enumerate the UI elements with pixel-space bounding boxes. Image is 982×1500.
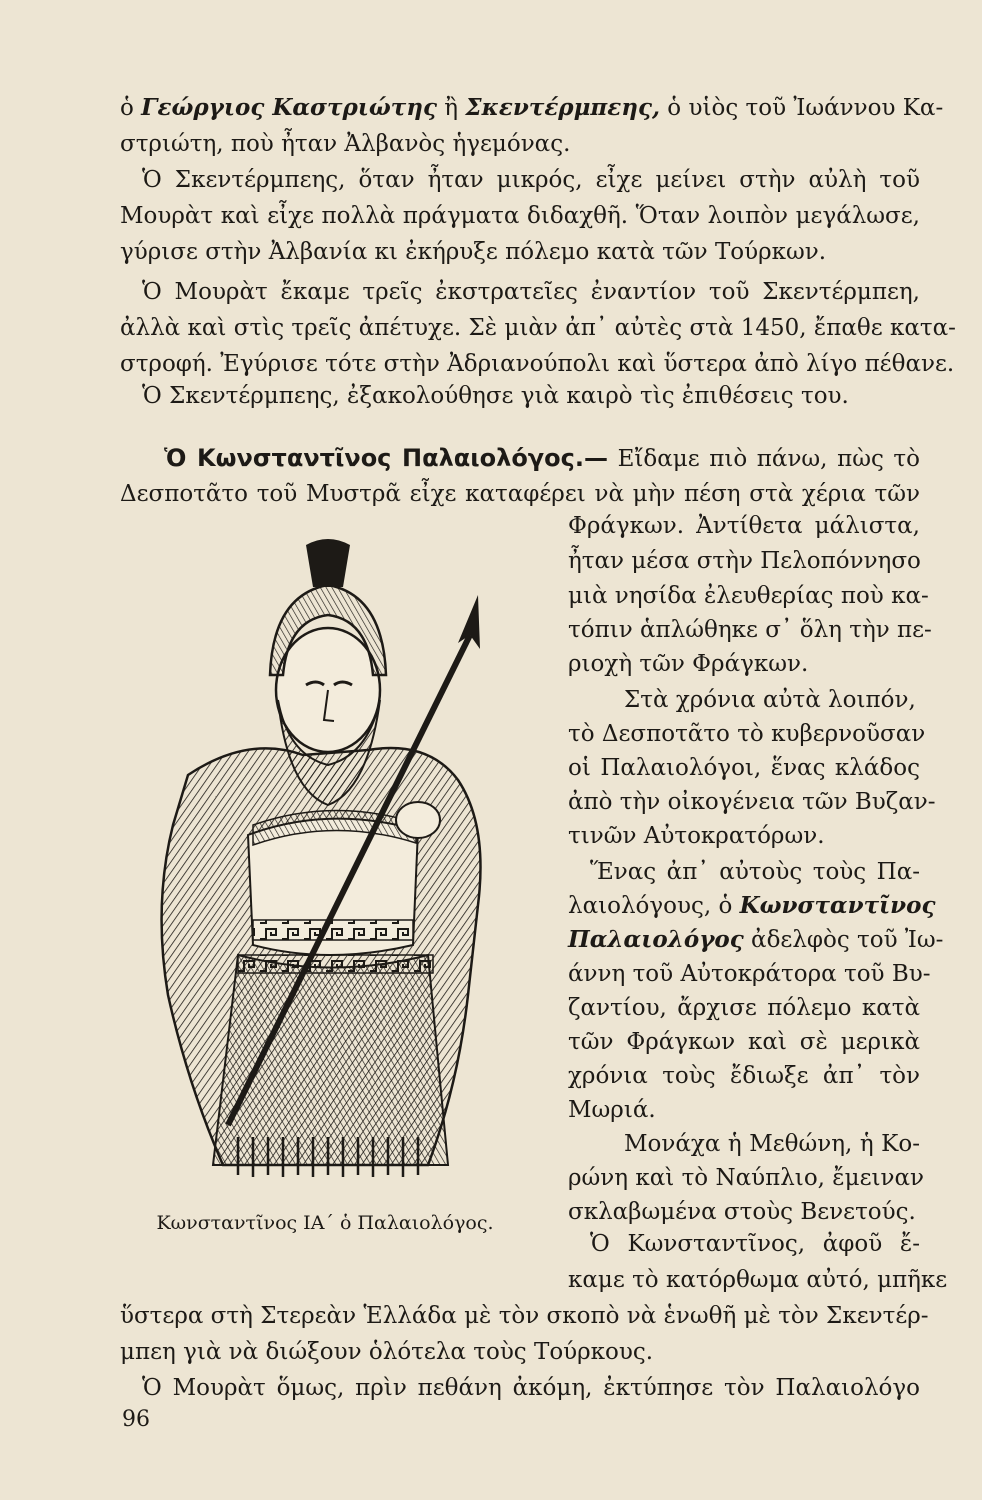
name-kastriotis: Γεώργιος Καστριώτης (141, 94, 437, 121)
text-line: Φράγκων. Ἀντίθετα μάλιστα, (568, 513, 920, 539)
text-line: ἀλλὰ καὶ στὶς τρεῖς ἀπέτυχε. Σὲ μιὰν ἀπ᾽ αὐτὲς στὰ 1450, ἔπαθε κατα- (120, 315, 956, 341)
text-line: στριώτη, ποὺ ἦταν Ἀλβανὸς ἡγεμόνας. (120, 131, 571, 157)
section-heading: Ὁ Κωνσταντῖνος Παλαιολόγος.— (164, 444, 608, 472)
text-line: Ὁ Σκεντέρμπεης, ἐξακολούθησε γιὰ καιρὸ τὶς ἐπιθέσεις του. (142, 383, 849, 409)
text-line: Δεσποτᾶτο τοῦ Μυστρᾶ εἶχε καταφέρει νὰ μὴν πέση στὰ χέρια τῶν (120, 481, 920, 507)
text-line: ἦταν μέσα στὴν Πελοπόννησο (568, 548, 921, 574)
text-line: χρόνια τοὺς ἔδιωξε ἀπ᾽ τὸν (568, 1063, 920, 1089)
text-line: ρώνη καὶ τὸ Ναύπλιο, ἔμειναν (568, 1165, 925, 1191)
text-line: Παλαιολόγος ἀδελφὸς τοῦ Ἰω- (568, 926, 944, 953)
text-line: Ὁ Μουρὰτ ἔκαμε τρεῖς ἐκστρατεῖες ἐναντίον τοῦ Σκεντέρμπεη, (142, 279, 920, 305)
text-line: τὸ Δεσποτᾶτο τὸ κυβερνοῦσαν (568, 721, 926, 747)
text-line: γύρισε στὴν Ἀλβανία κι ἐκήρυξε πόλεμο κατὰ τῶν Τούρκων. (120, 239, 827, 265)
text-line: ριοχὴ τῶν Φράγκων. (568, 651, 809, 677)
name-konstantinos: Κωνσταντῖνος (739, 892, 936, 919)
text-line: Ὁ Κωνσταντῖνος Παλαιολόγος.— Εἴδαμε πιὸ πάνω, πὼς τὸ (164, 444, 921, 472)
text-line: σκλαβωμένα στοὺς Βενετούς. (568, 1199, 916, 1225)
text-line: τῶν Φράγκων καὶ σὲ μερικὰ (568, 1029, 920, 1055)
page-number: 96 (122, 1407, 150, 1432)
text-line: λαιολόγους, ὁ Κωνσταντῖνος (568, 892, 936, 919)
text-line: στροφή. Ἐγύρισε τότε στὴν Ἀδριανούπολι καὶ ὕστερα ἀπὸ λίγο πέθανε. (120, 351, 955, 377)
text-line: οἱ Παλαιολόγοι, ἕνας κλάδος (568, 755, 920, 781)
text-line: ὁ Γεώργιος Καστριώτης ἢ Σκεντέρμπεης, ὁ υἱὸς τοῦ Ἰωάννου Κα- (120, 94, 944, 121)
text-line: Στὰ χρόνια αὐτὰ λοιπόν, (624, 687, 916, 713)
text-line: Ὁ Κωνσταντῖνος, ἀφοῦ ἔ- (590, 1231, 920, 1257)
text-line: τόπιν ἁπλώθηκε σ᾽ ὅλη τὴν πε- (568, 617, 932, 643)
constantine-portrait-engraving (128, 525, 548, 1205)
text-line: Μουρὰτ καὶ εἶχε πολλὰ πράγματα διδαχθῆ. Ὅταν λοιπὸν μεγάλωσε, (120, 203, 920, 229)
text-line: ἀπὸ τὴν οἰκογένεια τῶν Βυζαν- (568, 789, 936, 815)
text-line: Ὁ Σκεντέρμπεης, ὅταν ἦταν μικρός, εἶχε μείνει στὴν αὐλὴ τοῦ (142, 167, 920, 193)
name-skenderbeg: Σκεντέρμπεης, (465, 94, 660, 121)
text-line: Μωριά. (568, 1097, 656, 1123)
text-line: άννη τοῦ Αὐτοκράτορα τοῦ Βυ- (568, 961, 931, 987)
text-line: ὕστερα στὴ Στερεὰν Ἑλλάδα μὲ τὸν σκοπὸ νὰ ἑνωθῆ μὲ τὸν Σκεντέρ- (120, 1303, 929, 1329)
text-line: Ἕνας ἀπ᾽ αὐτοὺς τοὺς Πα- (590, 859, 920, 885)
name-palaiologos: Παλαιολόγος (568, 926, 744, 953)
figure-caption: Κωνσταντῖνος ΙΑ΄ ὁ Παλαιολόγος. (156, 1212, 494, 1234)
text-line: μιὰ νησίδα ἐλευθερίας ποὺ κα- (568, 583, 929, 609)
text-line: Ὁ Μουρὰτ ὅμως, πρὶν πεθάνη ἀκόμη, ἐκτύπησε τὸν Παλαιολόγο (142, 1375, 920, 1401)
text-line: ζαντίου, ἄρχισε πόλεμο κατὰ (568, 995, 920, 1021)
text-line: τινῶν Αὐτοκρατόρων. (568, 823, 825, 849)
text-line: καμε τὸ κατόρθωμα αὐτό, μπῆκε (568, 1267, 948, 1293)
text-line: Μονάχα ἡ Μεθώνη, ἡ Κο- (624, 1131, 920, 1157)
text-line: μπεη γιὰ νὰ διώξουν ὁλότελα τοὺς Τούρκους. (120, 1339, 654, 1365)
